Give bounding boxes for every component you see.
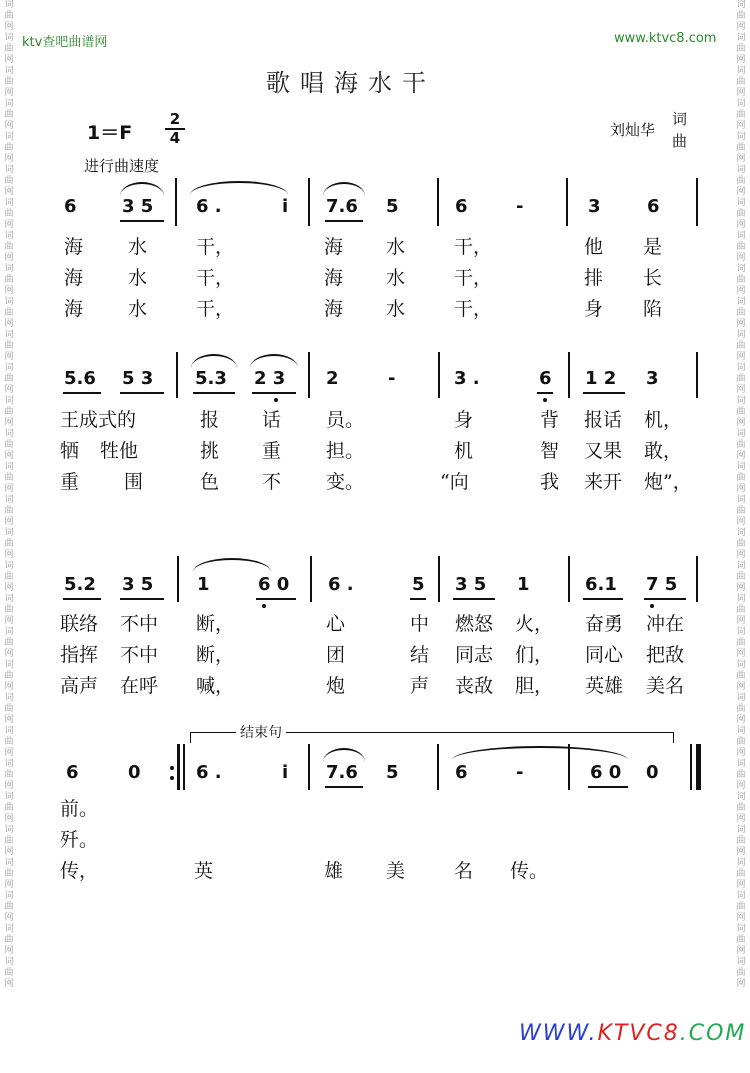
underline — [588, 786, 628, 788]
underline — [256, 598, 296, 600]
underline — [120, 598, 164, 600]
watermark-part: WWW. — [519, 1021, 598, 1046]
note: 3 5 — [122, 574, 154, 595]
lyric: 水 — [386, 298, 406, 320]
watermark-part: KTVC8 — [597, 1021, 680, 1046]
lyric: 同志 — [455, 644, 494, 666]
lyric: 排 — [584, 267, 604, 289]
song-title: 歌唱海水干 — [266, 69, 436, 97]
note: - — [516, 762, 524, 783]
barline — [183, 744, 185, 790]
note: 0 — [646, 762, 659, 783]
note: 2 — [326, 368, 339, 389]
barline — [310, 556, 312, 602]
role-music: 曲 — [672, 132, 688, 150]
lyric: 色 — [200, 471, 220, 493]
barline — [566, 178, 568, 226]
underline — [644, 598, 686, 600]
underline — [410, 598, 426, 600]
tie — [190, 181, 288, 195]
note: 7.6 — [326, 762, 358, 783]
lyric: 传。 — [510, 860, 549, 882]
octave-dot — [274, 398, 278, 402]
tie — [323, 182, 365, 196]
time-signature — [165, 112, 185, 146]
lyric: 话 — [262, 409, 282, 431]
note: 0 — [128, 762, 141, 783]
lyric: 断， — [196, 613, 235, 635]
tie — [250, 354, 298, 368]
lyric: 不中 — [120, 644, 159, 666]
lyric: 水 — [128, 298, 148, 320]
lyric: 海 — [64, 236, 84, 258]
barline — [696, 178, 698, 226]
note: 5 — [386, 762, 399, 783]
lyric: 冲在 — [646, 613, 685, 635]
lyric: 牲他 — [100, 440, 139, 462]
note: 5 — [412, 574, 425, 595]
lyric: 智 — [540, 440, 560, 462]
lyric: 雄 — [324, 860, 344, 882]
underline — [120, 220, 164, 222]
note: 1 — [517, 574, 530, 595]
lyric: 机 — [454, 440, 474, 462]
underline — [193, 392, 235, 394]
note: 3 . — [454, 368, 480, 389]
lyric: 水 — [386, 267, 406, 289]
lyric: 报 — [200, 409, 220, 431]
lyric: 干， — [454, 267, 493, 289]
lyric: 干， — [454, 298, 493, 320]
lyric: 他 — [584, 236, 604, 258]
lyric: 不中 — [120, 613, 159, 635]
lyric: 海 — [324, 298, 344, 320]
lyric: 挑 — [200, 440, 220, 462]
lyric: 燃怒 — [455, 613, 494, 635]
note: i — [282, 762, 289, 783]
octave-dot — [650, 604, 654, 608]
lyric: 牺 — [60, 440, 80, 462]
lyric: 海 — [324, 236, 344, 258]
lyric: 长 — [643, 267, 663, 289]
note: 1 — [197, 574, 210, 595]
barline — [308, 178, 310, 226]
lyric: 担。 — [326, 440, 365, 462]
lyric: 联络 — [60, 613, 99, 635]
lyric: 是 — [643, 236, 663, 258]
lyric: 海 — [324, 267, 344, 289]
lyric: 高声 — [60, 675, 99, 697]
lyric: 声 — [410, 675, 430, 697]
note: 6 . — [196, 762, 222, 783]
lyric: 丧敌 — [455, 675, 494, 697]
underline — [120, 392, 164, 394]
lyric: 传， — [60, 860, 99, 882]
note: 3 5 — [122, 196, 154, 217]
footer-watermark[interactable] — [519, 1021, 746, 1046]
underline — [537, 392, 553, 394]
barline — [568, 556, 570, 602]
underline — [325, 786, 363, 788]
note: 6 — [539, 368, 552, 389]
octave-dot — [262, 604, 266, 608]
time-bottom: 4 — [169, 129, 181, 147]
note: 3 5 — [455, 574, 487, 595]
lyric: 火， — [515, 613, 554, 635]
lyric: 炮”， — [644, 471, 692, 493]
time-top: 2 — [169, 110, 181, 128]
lyric: 前。 — [60, 798, 99, 820]
lyric: 海 — [64, 298, 84, 320]
underline — [63, 598, 101, 600]
lyric: 美 — [386, 860, 406, 882]
lyric: 美名 — [646, 675, 685, 697]
note: 6 0 — [258, 574, 290, 595]
lyric: 心 — [326, 613, 346, 635]
note: - — [388, 368, 396, 389]
barline — [437, 744, 439, 790]
lyric: 指挥 — [60, 644, 99, 666]
lyric: 背 — [540, 409, 560, 431]
note: 5 3 — [122, 368, 154, 389]
barline — [176, 352, 178, 398]
final-barline-thick — [696, 744, 701, 790]
lyric: 炮 — [326, 675, 346, 697]
barline — [308, 744, 310, 790]
site-name-left[interactable]: ktv查吧曲谱网 — [22, 35, 108, 50]
note: 5.3 — [195, 368, 227, 389]
ending-label: 结束句 — [236, 722, 286, 742]
tie — [452, 746, 628, 760]
lyric: 英 — [194, 860, 214, 882]
note: - — [516, 196, 524, 217]
final-barline-thin — [690, 744, 692, 790]
lyric: 干， — [196, 298, 235, 320]
note: 2 3 — [254, 368, 286, 389]
octave-dot — [543, 398, 547, 402]
lyric: 中 — [410, 613, 430, 635]
lyric: 水 — [128, 267, 148, 289]
barline — [696, 352, 698, 398]
lyric: 英雄 — [585, 675, 624, 697]
lyric: 胆， — [515, 675, 554, 697]
lyric: 喊， — [196, 675, 235, 697]
role-lyrics: 词 — [672, 110, 688, 128]
note: 3 — [646, 368, 659, 389]
note: 5 — [386, 196, 399, 217]
barline — [175, 178, 177, 226]
barline — [568, 744, 570, 790]
tempo-marking: 进行曲速度 — [84, 157, 160, 175]
barline — [177, 556, 179, 602]
footer-watermark-text — [519, 1021, 746, 1046]
lyric: 水 — [386, 236, 406, 258]
barline — [696, 556, 698, 602]
note: 6.1 — [585, 574, 617, 595]
note: 7.6 — [326, 196, 358, 217]
lyric: 身 — [584, 298, 604, 320]
lyric: 干， — [196, 236, 235, 258]
underline — [252, 392, 296, 394]
lyric: 水 — [128, 236, 148, 258]
tie — [120, 182, 164, 196]
barline — [438, 352, 440, 398]
lyric: 把敌 — [646, 644, 685, 666]
lyric: 奋勇 — [585, 613, 624, 635]
note: 6 . — [196, 196, 222, 217]
watermark-part: .COM — [679, 1021, 747, 1046]
lyric: 断， — [196, 644, 235, 666]
repeat-barline — [177, 744, 180, 790]
repeat-dot — [170, 766, 174, 770]
site-url-right[interactable]: www.ktvc8.com — [614, 31, 717, 46]
note: 6 — [455, 196, 468, 217]
lyric: 在呼 — [120, 675, 159, 697]
note: 3 — [588, 196, 601, 217]
lyric: 敢， — [644, 440, 683, 462]
lyric: 们， — [515, 644, 554, 666]
lyric: 同心 — [585, 644, 624, 666]
underline — [325, 220, 363, 222]
tie — [193, 558, 271, 572]
lyric: 干， — [196, 267, 235, 289]
note: 6 0 — [590, 762, 622, 783]
lyric: 重 — [262, 440, 282, 462]
note: 6 — [455, 762, 468, 783]
lyric: “向 — [440, 471, 469, 493]
underline — [63, 392, 101, 394]
underline — [583, 598, 623, 600]
underline — [583, 392, 625, 394]
barline — [568, 352, 570, 398]
side-watermark-right: 词曲网词曲网词曲网词曲网词曲网词曲网词曲网词曲网词曲网词曲网词曲网词曲网词曲网词曲网词曲网词曲网词曲网词曲网词曲网词曲网词曲网词曲网词曲网词曲网词曲网词曲网词曲网词曲网词曲网词曲网 — [736, 0, 746, 989]
lyric: 名 — [454, 860, 474, 882]
lyric: 机， — [644, 409, 683, 431]
lyric: 王成式的 — [60, 409, 137, 431]
lyric: 干， — [454, 236, 493, 258]
side-watermark-left: 词曲网词曲网词曲网词曲网词曲网词曲网词曲网词曲网词曲网词曲网词曲网词曲网词曲网词曲网词曲网词曲网词曲网词曲网词曲网词曲网词曲网词曲网词曲网词曲网词曲网词曲网词曲网词曲网词曲网词曲网 — [4, 0, 14, 989]
lyric: 身 — [454, 409, 474, 431]
note: 5.6 — [64, 368, 96, 389]
repeat-dot — [170, 776, 174, 780]
lyric: 围 — [124, 471, 144, 493]
key-signature: 1＝F — [87, 122, 133, 144]
lyric: 报话 — [584, 409, 623, 431]
lyric: 陷 — [643, 298, 663, 320]
lyric: 团 — [326, 644, 346, 666]
lyric: 我 — [540, 471, 560, 493]
note: 6 . — [328, 574, 354, 595]
note: i — [282, 196, 289, 217]
lyric: 不 — [262, 471, 282, 493]
note: 6 — [647, 196, 660, 217]
note: 5.2 — [64, 574, 96, 595]
barline — [437, 178, 439, 226]
note: 7 5 — [646, 574, 678, 595]
underline — [453, 598, 495, 600]
lyric: 变。 — [326, 471, 365, 493]
lyric: 又果 — [584, 440, 623, 462]
lyric: 结 — [410, 644, 430, 666]
note: 1 2 — [585, 368, 617, 389]
lyric: 海 — [64, 267, 84, 289]
note: 6 — [66, 762, 79, 783]
lyric: 员。 — [326, 409, 365, 431]
tie — [323, 748, 365, 762]
barline — [438, 556, 440, 602]
tie — [191, 354, 237, 368]
lyric: 重 — [60, 471, 80, 493]
lyric: 来开 — [584, 471, 623, 493]
barline — [308, 352, 310, 398]
lyric: 歼。 — [60, 829, 99, 851]
author-name: 刘灿华 — [610, 121, 656, 139]
note: 6 — [64, 196, 77, 217]
